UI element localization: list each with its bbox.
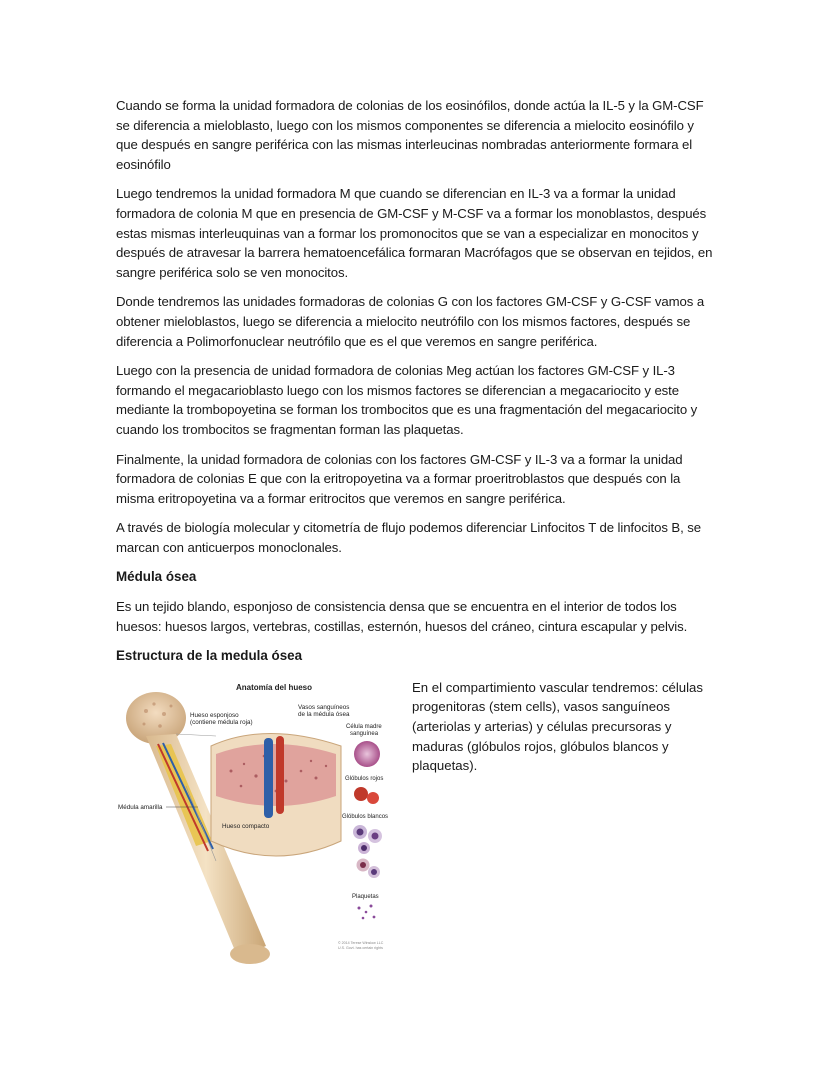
- figure-row: [116, 676, 714, 976]
- blue-vessel: [264, 738, 273, 818]
- label-spongy-bone: Hueso esponjoso: [190, 711, 239, 719]
- figure-copyright-sub: U.S. Govt. has certain rights: [338, 945, 383, 950]
- bone-anatomy-figure: [116, 676, 406, 966]
- label-stem-cell-sub: sanguínea: [350, 730, 379, 737]
- paragraph-monocytes: Luego tendremos la unidad formadora M que cuando se diferencian en IL-3 va a formar la unidad formadora de colonia M que en presencia de GM-CSF y M-CSF va a formar los monoblastos, después estas mismas interleuquinas van a formar los promonocitos que se van a especializar en monocitos y después de atravesar la barrera hematoencefálica formaran Macrófagos que se observan en tejidos, en sangre periférica solo se ven monocitos.: [116, 186, 713, 280]
- red-cell-icon: [354, 787, 368, 801]
- label-red-cells: Glóbulos rojos: [345, 775, 384, 782]
- zoom-line-top: [176, 734, 216, 736]
- paragraph-lymphocytes: A través de biología molecular y citometría de flujo podemos diferenciar Linfocitos T de linfocitos B, se marcan con anticuerpos monoclonales.: [116, 520, 701, 555]
- label-compact-bone: Hueso compacto: [222, 822, 270, 830]
- bone-anatomy-illustration: [116, 676, 406, 966]
- section-title-estructura: Estructura de la medula ósea: [116, 648, 303, 664]
- bone-end-shape: [230, 944, 270, 964]
- figure-side-text: En el compartimiento vascular tendremos: células progenitoras (stem cells), vasos sanguíneos (arteriolas y arterias) y células precursoras y maduras (glóbulos rojos, glóbulos blancos y plaquetas).: [412, 679, 703, 774]
- label-spongy-bone-sub: (contiene médula roja): [190, 718, 253, 726]
- paragraph-megakaryocytes: Luego con la presencia de unidad formadora de colonias Meg actúan los factores GM-CSF y IL-3 formando el megacarioblasto luego con los mismos factores se diferencian a megacariocito y este mediante la trombopoyetina se forman los trombocitos que es una fragmentación del megacariocito y cuando los trombocitos se fragmentan forman las plaquetas.: [116, 363, 698, 437]
- label-yellow-marrow: Médula amarilla: [118, 803, 163, 811]
- paragraph-eosinophils: Cuando se forma la unidad formadora de colonias de los eosinófilos, donde actúa la IL-5 y la GM-CSF se diferencia a mieloblasto, luego con los mismos componentes se diferencia a mielocito eosinófilo y que después en sangre periférica con las mismas interleucinas nombradas anteriormente formara el eosinófilo: [116, 98, 704, 172]
- label-platelets: Plaquetas: [352, 893, 379, 900]
- white-cells-icon: [353, 825, 382, 878]
- platelets-icon: [358, 904, 376, 919]
- paragraph-medula-osea: Es un tejido blando, esponjoso de consistencia densa que se encuentra en el interior de todos los huesos: huesos largos, vertebras, costillas, esternón, huesos del cráneo, cintura escapular y pelvis.: [116, 599, 688, 634]
- figure-copyright: © 2014 Terese Winslow LLC: [338, 940, 384, 945]
- red-vessel: [276, 736, 284, 814]
- paragraph-neutrophils: Donde tendremos las unidades formadoras de colonias G con los factores GM-CSF y G-CSF vamos a obtener mieloblastos, luego se diferencia a mielocito neutrófilo con los mismos factores, después se diferencia a Polimorfonuclear neutrófilo que es el que veremos en sangre periférica.: [116, 294, 705, 349]
- label-blood-vessels: Vasos sanguíneos: [298, 703, 350, 711]
- paragraph-erythrocytes: Finalmente, la unidad formadora de colonias con los factores GM-CSF y IL-3 va a formar la unidad formadora de colonias E que con la eritropoyetina va a formar proeritroblastos que después con la misma eritropoyetina va a formar eritrocitos que veremos en sangre periférica.: [116, 451, 683, 506]
- section-title-medula-osea: Médula ósea: [116, 569, 197, 585]
- label-white-cells: Glóbulos blancos: [342, 813, 389, 820]
- stem-cell-icon: [354, 741, 380, 767]
- figure-title: Anatomía del hueso: [236, 682, 313, 692]
- label-blood-vessels-sub: de la médula ósea: [298, 710, 350, 718]
- label-stem-cell: Célula madre: [346, 723, 382, 730]
- document-page: [116, 96, 714, 976]
- red-cell-icon-2: [367, 792, 379, 804]
